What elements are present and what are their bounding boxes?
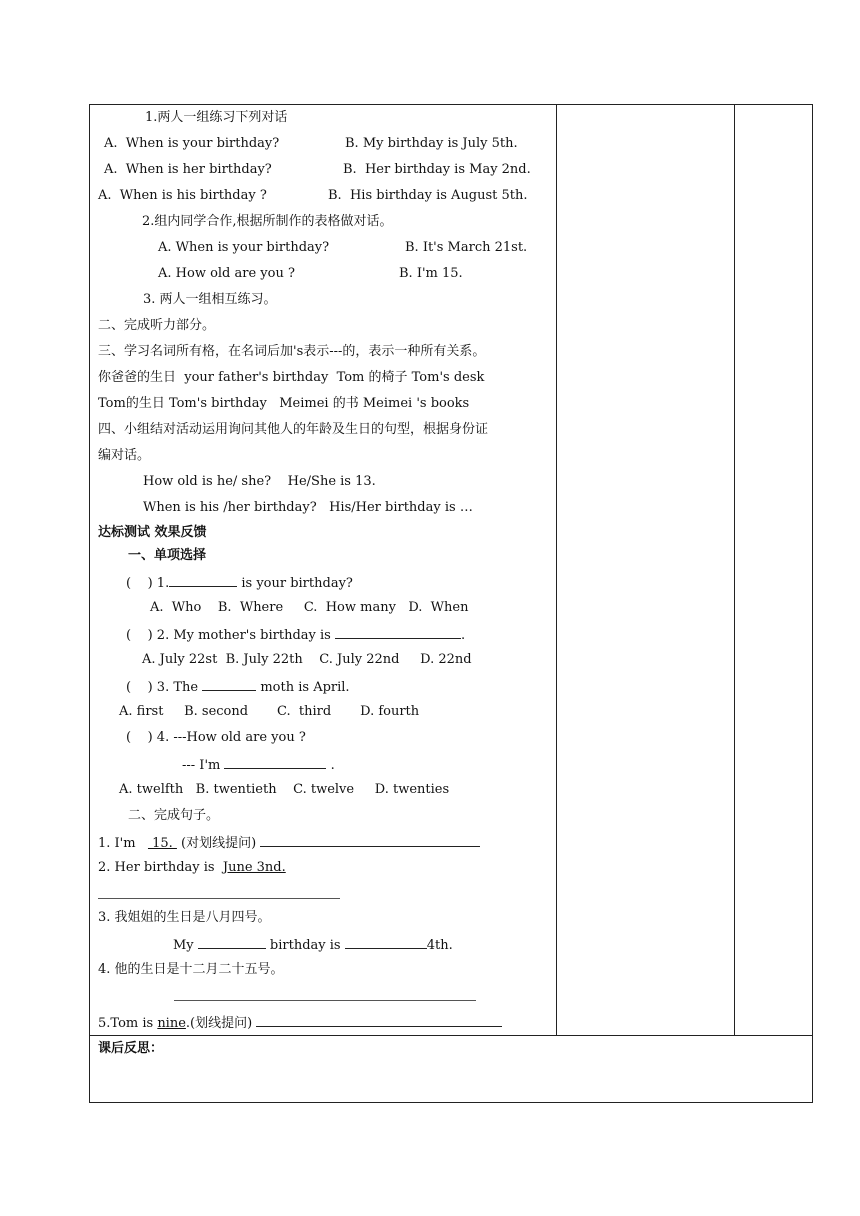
section-3-example-1: 你爸爸的生日 your father's birthday Tom 的椅子 Tom's desk bbox=[98, 370, 485, 385]
dialog-5-b: B. I'm 15. bbox=[399, 266, 463, 281]
sentence-3-template: My birthday is 4th. bbox=[173, 938, 453, 953]
section-4-heading-line-1: 四、小组结对活动运用询问其他人的年龄及生日的句型，根据身份证 bbox=[98, 422, 489, 437]
test-part-1-heading: 一、单项选择 bbox=[128, 548, 207, 563]
answer-blank[interactable] bbox=[345, 936, 427, 949]
column-divider-1 bbox=[556, 105, 557, 1035]
row-divider bbox=[90, 1035, 812, 1036]
dialog-1-b: B. My birthday is July 5th. bbox=[345, 136, 518, 151]
sentence-1: 1. I'm 15. (对划线提问) bbox=[98, 834, 480, 852]
section-2-heading: 二、完成听力部分。 bbox=[98, 318, 216, 333]
answer-blank[interactable] bbox=[169, 574, 237, 587]
question-4: ( ) 4. ---How old are you ? bbox=[126, 730, 306, 745]
answer-blank[interactable] bbox=[260, 834, 480, 847]
answer-line-2[interactable] bbox=[98, 898, 340, 899]
reflection-label: 课后反思： bbox=[98, 1041, 164, 1056]
sentence-2: 2. Her birthday is June 3nd. bbox=[98, 860, 286, 875]
section-4-pattern-2: When is his /her birthday? His/Her birthday is … bbox=[143, 500, 473, 515]
practice-step-1: 1.两人一组练习下列对话 bbox=[145, 110, 288, 125]
question-1: ( ) 1. is your birthday? bbox=[126, 576, 353, 591]
dialog-3-b: B. His birthday is August 5th. bbox=[328, 188, 528, 203]
sentence-4: 4. 他的生日是十二月二十五号。 bbox=[98, 962, 284, 977]
dialog-2-b: B. Her birthday is May 2nd. bbox=[343, 162, 531, 177]
dialog-2-a: A. When is her birthday? bbox=[104, 162, 272, 177]
answer-blank[interactable] bbox=[224, 756, 326, 769]
question-3: ( ) 3. The moth is April. bbox=[126, 680, 350, 695]
question-2-options: A. July 22st B. July 22th C. July 22nd D. 22nd bbox=[142, 652, 472, 667]
section-4-pattern-1: How old is he/ she? He/She is 13. bbox=[143, 474, 376, 489]
test-heading: 达标测试 效果反馈 bbox=[98, 525, 207, 540]
test-part-2-heading: 二、完成句子。 bbox=[128, 808, 220, 823]
answer-blank[interactable] bbox=[256, 1014, 502, 1027]
section-4-heading-line-2: 编对话。 bbox=[98, 448, 151, 463]
question-2: ( ) 2. My mother's birthday is . bbox=[126, 628, 466, 643]
question-1-options: A. Who B. Where C. How many D. When bbox=[150, 600, 469, 615]
answer-blank[interactable] bbox=[198, 936, 266, 949]
answer-blank[interactable] bbox=[335, 626, 461, 639]
question-4-options: A. twelfth B. twentieth C. twelve D. twenties bbox=[119, 782, 450, 797]
dialog-5-a: A. How old are you ? bbox=[158, 266, 295, 281]
dialog-4-b: B. It's March 21st. bbox=[405, 240, 528, 255]
practice-step-3: 3. 两人一组相互练习。 bbox=[143, 292, 277, 307]
sentence-5: 5.Tom is nine.(划线提问) bbox=[98, 1014, 502, 1032]
column-divider-2 bbox=[734, 105, 735, 1035]
practice-step-2: 2.组内同学合作,根据所制作的表格做对话。 bbox=[142, 214, 393, 229]
answer-line-4[interactable] bbox=[174, 1000, 476, 1001]
dialog-1-a: A. When is your birthday? bbox=[104, 136, 280, 151]
section-3-heading: 三、学习名词所有格，在名词后加's表示---的，表示一种所有关系。 bbox=[98, 344, 486, 359]
dialog-3-a: A. When is his birthday ? bbox=[98, 188, 267, 203]
sentence-3: 3. 我姐姐的生日是八月四号。 bbox=[98, 910, 271, 925]
question-4-response: --- I'm . bbox=[182, 758, 335, 773]
answer-blank[interactable] bbox=[202, 678, 256, 691]
question-3-options: A. first B. second C. third D. fourth bbox=[119, 704, 420, 719]
dialog-4-a: A. When is your birthday? bbox=[158, 240, 330, 255]
section-3-example-2: Tom的生日 Tom's birthday Meimei 的书 Meimei 's books bbox=[98, 396, 470, 411]
